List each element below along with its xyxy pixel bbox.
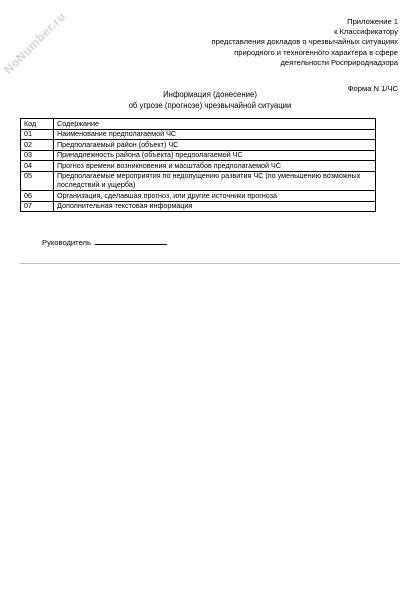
appendix-line: деятельности Росприроднадзора <box>280 57 398 67</box>
row-content: Предполагаемый район (объект) ЧС <box>54 140 376 151</box>
row-code: 04 <box>21 161 54 172</box>
row-code: 01 <box>21 129 54 140</box>
footer-divider <box>20 263 400 264</box>
header-code: Код <box>21 119 54 130</box>
appendix-line: представления докладов о чрезвычайных ситуациях <box>211 37 398 47</box>
row-content: Принадлежность района (объекта) предполагаемой ЧС <box>54 150 376 161</box>
form-number: Форма N 1/ЧС <box>347 84 398 93</box>
appendix-line: Приложение 1 <box>347 17 398 26</box>
table-row <box>21 201 376 212</box>
table-row <box>21 161 376 172</box>
header-content: Содержание <box>54 119 376 130</box>
watermark: NoNumber.ru <box>0 9 69 77</box>
row-code: 03 <box>21 150 54 161</box>
title-line-2: об угрозе (прогнозе) чрезвычайной ситуации <box>128 100 292 110</box>
row-content: Организация, сделавшая прогноз, или другие источники прогноза <box>54 191 376 202</box>
row-code: 02 <box>21 140 54 151</box>
document-title <box>0 90 420 111</box>
appendix-header <box>168 17 398 68</box>
table-row <box>21 140 376 151</box>
row-code: 06 <box>21 191 54 202</box>
table-row <box>21 129 376 140</box>
row-content: Наименование предполагаемой ЧС <box>54 129 376 140</box>
table-row <box>21 150 376 161</box>
appendix-line: к Классификатору <box>334 27 398 37</box>
signature-block <box>42 237 167 248</box>
row-content: Прогноз времени возникновения и масштабов предполагаемой ЧС <box>54 161 376 172</box>
row-code: 07 <box>21 201 54 212</box>
signature-label: Руководитель <box>42 238 91 247</box>
row-code: 05 <box>21 171 54 190</box>
signature-line <box>95 237 167 245</box>
table-header-row <box>21 119 376 130</box>
title-line-1: Информация (донесение) <box>163 90 257 99</box>
table-row <box>21 171 376 190</box>
row-content: Дополнительная текстовая информация <box>54 201 376 212</box>
appendix-line: природного и техногенного характера в сфере <box>234 47 398 57</box>
info-table <box>20 118 376 212</box>
table-row <box>21 191 376 202</box>
row-content: Предполагаемые мероприятия по недопущению развития ЧС (по уменьшению возможных последствий и ущерба) <box>54 171 376 190</box>
